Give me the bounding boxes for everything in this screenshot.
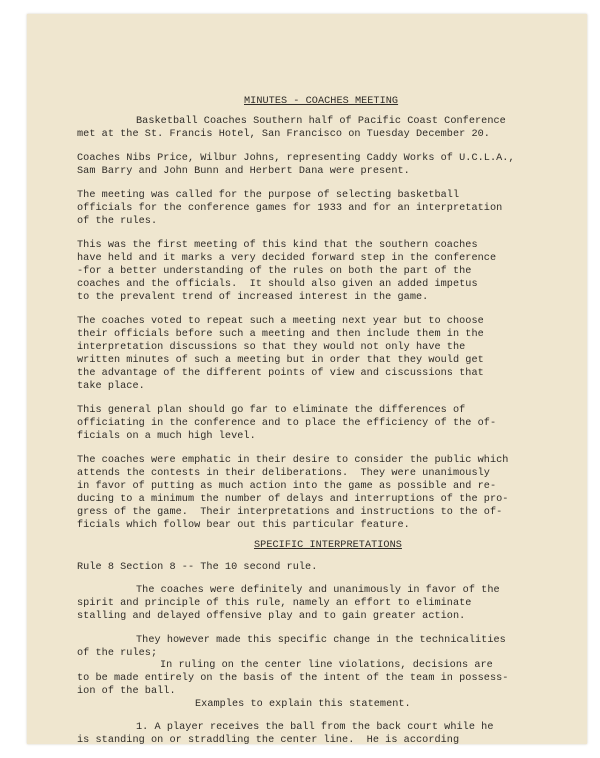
paragraph-line: interpretation discussions so that they would not only have the	[77, 342, 466, 353]
paragraph-line: stalling and delayed offensive play and to gain greater action.	[77, 611, 466, 622]
paragraph-line: written minutes of such a meeting but in order that they would get	[77, 355, 484, 366]
document-title: MINUTES - COACHES MEETING	[244, 96, 399, 107]
paragraph-line: The coaches voted to repeat such a meeting next year but to choose	[77, 316, 484, 327]
paragraph-line: This general plan should go far to eliminate the differences of	[77, 405, 466, 416]
rule-heading: Rule 8 Section 8 -- The 10 second rule.	[77, 562, 318, 573]
paragraph-line: met at the St. Francis Hotel, San Francisco on Tuesday December 20.	[77, 129, 490, 140]
paragraph-line: Basketball Coaches Southern half of Pacific Coast Conference	[136, 116, 506, 127]
paragraph-line: officiating in the conference and to place the efficiency of the of-	[77, 418, 497, 429]
paragraph-line: Sam Barry and John Bunn and Herbert Dana were present.	[77, 166, 410, 177]
paragraph-line: to be made entirely on the basis of the intent of the team in possess-	[77, 673, 509, 684]
section-heading: SPECIFIC INTERPRETATIONS	[254, 540, 402, 551]
paragraph-line: attends the contests in their deliberations. They were unanimously	[77, 468, 490, 479]
paragraph-line: officials for the conference games for 1933 and for an interpretation	[77, 203, 503, 214]
paragraph-line: to the prevalent trend of increased interest in the game.	[77, 292, 429, 303]
paragraph-line: gress of the game. Their interpretations and instructions to the of-	[77, 507, 503, 518]
paragraph-line: In ruling on the center line violations, decisions are	[160, 660, 493, 671]
paragraph-line: Coaches Nibs Price, Wilbur Johns, representing Caddy Works of U.C.L.A.,	[77, 153, 515, 164]
paragraph-line: The meeting was called for the purpose of selecting basketball	[77, 190, 460, 201]
paragraph-line: -for a better understanding of the rules on both the part of the	[77, 266, 472, 277]
paragraph-line: This was the first meeting of this kind that the southern coaches	[77, 240, 478, 251]
paragraph-line: in favor of putting as much action into the game as possible and re-	[77, 481, 497, 492]
paragraph-line: coaches and the officials. It should also given an added impetus	[77, 279, 478, 290]
paragraph-line: the advantage of the different points of view and ciscussions that	[77, 368, 484, 379]
paragraph-line: ducing to a minimum the number of delays and interruptions of the pro-	[77, 494, 509, 505]
paragraph-line: of the rules;	[77, 648, 158, 659]
paragraph-line: 1. A player receives the ball from the back court while he	[136, 722, 494, 733]
paragraph-line: is standing on or straddling the center line. He is according	[77, 735, 460, 746]
paragraph-line: ion of the ball.	[77, 686, 176, 697]
paragraph-line: The coaches were emphatic in their desire to consider the public which	[77, 455, 509, 466]
paragraph-line: their officials before such a meeting and then include them in the	[77, 329, 484, 340]
paragraph-line: spirit and principle of this rule, namely an effort to eliminate	[77, 598, 472, 609]
paragraph-line: take place.	[77, 381, 145, 392]
paragraph-line: The coaches were definitely and unanimously in favor of the	[136, 585, 500, 596]
paragraph-line: They however made this specific change in the technicalities	[136, 635, 506, 646]
paragraph-line: have held and it marks a very decided forward step in the conference	[77, 253, 497, 264]
paragraph-line: Examples to explain this statement.	[195, 699, 411, 710]
paragraph-line: of the rules.	[77, 216, 158, 227]
paragraph-line: ficials on a much high level.	[77, 431, 256, 442]
paragraph-line: ficials which follow bear out this particular feature.	[77, 520, 410, 531]
